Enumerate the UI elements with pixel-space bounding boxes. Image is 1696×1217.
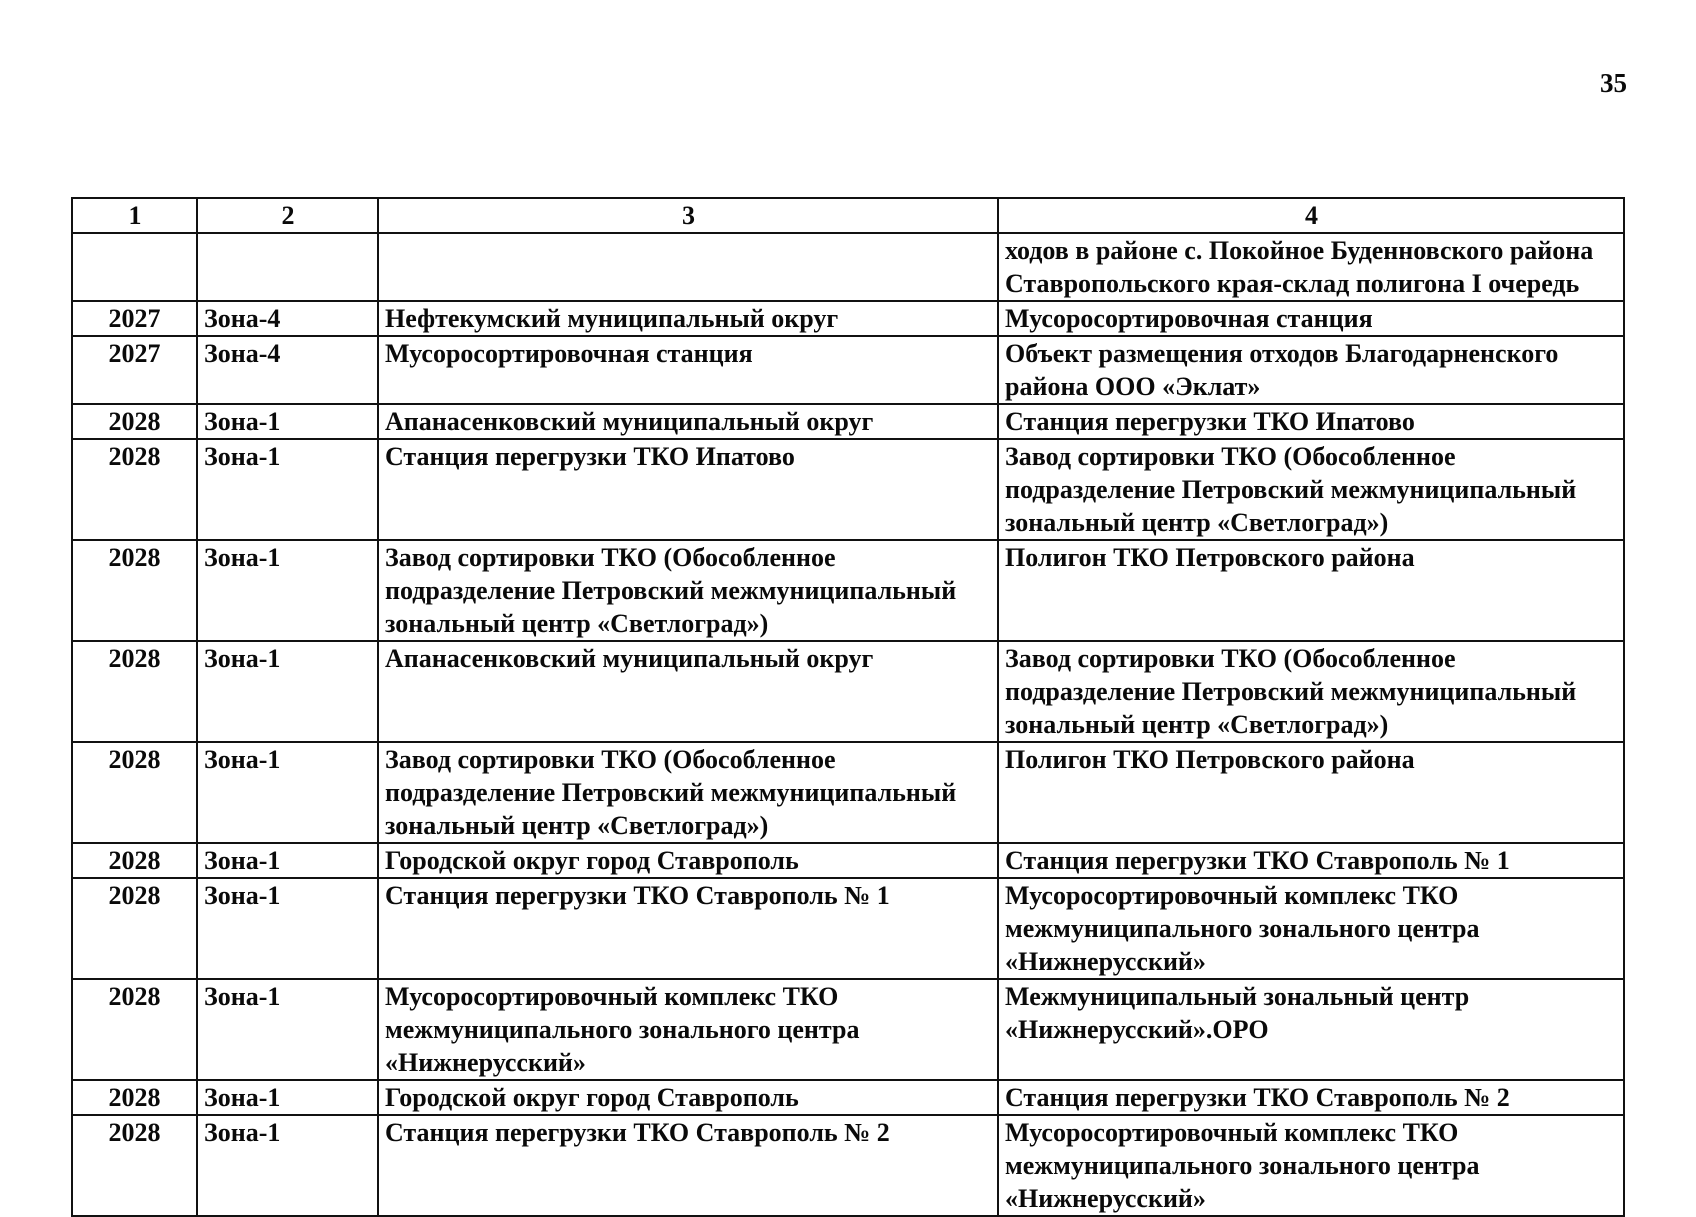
source-cell [378,641,998,742]
cell-text: Завод сортировки ТКО (Обособленное подразделение Петровский межмуниципальный зональный центр «Светлоград») [385,543,957,638]
cell-text: Зона-1 [204,442,281,471]
source-cell [378,233,998,301]
year-cell [72,641,197,742]
cell-text: Мусоросортировочная станция [1005,304,1373,333]
data-table [71,197,1625,1217]
cell-text: Завод сортировки ТКО (Обособленное подразделение Петровский межмуниципальный зональный центр «Светлоград») [1005,442,1577,537]
zone-cell [197,641,378,742]
destination-cell [998,1115,1624,1216]
source-cell [378,439,998,540]
cell-text: 2028 [108,442,161,471]
header-row [72,198,1624,233]
cell-text: 2028 [108,745,161,774]
table-row [72,641,1624,742]
cell-text: Завод сортировки ТКО (Обособленное подразделение Петровский межмуниципальный зональный центр «Светлоград») [385,745,957,840]
destination-cell [998,843,1624,878]
cell-text: 2028 [108,881,161,910]
table-row [72,1115,1624,1216]
zone-cell [197,540,378,641]
destination-cell [998,1080,1624,1115]
cell-text: Зона-1 [204,1083,281,1112]
cell-text: Городской округ город Ставрополь [385,846,799,875]
table-row [72,843,1624,878]
cell-text: Полигон ТКО Петровского района [1005,745,1415,774]
table-row [72,742,1624,843]
cell-text: Межмуниципальный зональный центр «Нижнерусский».ОРО [1005,982,1470,1044]
cell-text: Зона-4 [204,339,281,368]
cell-text: Станция перегрузки ТКО Ставрополь № 1 [385,881,890,910]
cell-text: 2028 [108,644,161,673]
table-header [72,198,1624,233]
source-cell [378,979,998,1080]
cell-text: Станция перегрузки ТКО Ставрополь № 1 [1005,846,1510,875]
cell-text: 2028 [108,543,161,572]
table-row [72,979,1624,1080]
cell-text: Зона-1 [204,881,281,910]
source-cell [378,1115,998,1216]
cell-text: Станция перегрузки ТКО Ставрополь № 2 [1005,1083,1510,1112]
cell-text: Мусоросортировочный комплекс ТКО межмуниципального зонального центра «Нижнерусский» [1005,1118,1480,1213]
destination-cell [998,301,1624,336]
year-cell [72,540,197,641]
table-row [72,1080,1624,1115]
cell-text: 2027 [108,304,161,333]
column-header-4: 4 [998,198,1624,233]
source-cell [378,336,998,404]
destination-cell [998,540,1624,641]
cell-text: Зона-1 [204,644,281,673]
cell-text: 2028 [108,407,161,436]
column-header-2: 2 [197,198,378,233]
cell-text: Апанасенковский муниципальный округ [385,644,874,673]
zone-cell [197,1115,378,1216]
source-cell [378,540,998,641]
zone-cell [197,878,378,979]
cell-text: Городской округ город Ставрополь [385,1083,799,1112]
zone-cell [197,301,378,336]
cell-text: Зона-1 [204,407,281,436]
cell-text: Объект размещения отходов Благодарненского района ООО «Эклат» [1005,339,1559,401]
year-cell [72,336,197,404]
cell-text: ходов в районе с. Покойное Буденновского района Ставропольского края-склад полигона I очередь [1005,236,1594,298]
cell-text: Зона-1 [204,543,281,572]
year-cell [72,1115,197,1216]
cell-text: Зона-1 [204,1118,281,1147]
cell-text: Станция перегрузки ТКО Ставрополь № 2 [385,1118,890,1147]
source-cell [378,404,998,439]
cell-text: 2028 [108,846,161,875]
source-cell [378,301,998,336]
destination-cell [998,404,1624,439]
cell-text: Станция перегрузки ТКО Ипатово [1005,407,1415,436]
table-row [72,878,1624,979]
year-cell [72,233,197,301]
cell-text: Зона-1 [204,982,281,1011]
cell-text: Нефтекумский муниципальный округ [385,304,839,333]
year-cell [72,301,197,336]
cell-text: Зона-1 [204,745,281,774]
table-body [72,233,1624,1216]
destination-cell [998,641,1624,742]
year-cell [72,742,197,843]
column-header-1: 1 [72,198,197,233]
cell-text: Мусоросортировочная станция [385,339,753,368]
cell-text: Мусоросортировочный комплекс ТКО межмуниципального зонального центра «Нижнерусский» [385,982,860,1077]
zone-cell [197,979,378,1080]
cell-text: Полигон ТКО Петровского района [1005,543,1415,572]
table-row [72,336,1624,404]
table-row [72,404,1624,439]
cell-text: Завод сортировки ТКО (Обособленное подразделение Петровский межмуниципальный зональный центр «Светлоград») [1005,644,1577,739]
cell-text: Апанасенковский муниципальный округ [385,407,874,436]
table-row [72,540,1624,641]
column-header-3: 3 [378,198,998,233]
year-cell [72,878,197,979]
table-row [72,439,1624,540]
cell-text: 2027 [108,339,161,368]
destination-cell [998,439,1624,540]
destination-cell [998,878,1624,979]
year-cell [72,843,197,878]
cell-text: 2028 [108,1118,161,1147]
cell-text: Зона-1 [204,846,281,875]
source-cell [378,1080,998,1115]
cell-text: 2028 [108,1083,161,1112]
cell-text: Мусоросортировочный комплекс ТКО межмуниципального зонального центра «Нижнерусский» [1005,881,1480,976]
cell-text: 2028 [108,982,161,1011]
source-cell [378,742,998,843]
zone-cell [197,439,378,540]
zone-cell [197,336,378,404]
year-cell [72,404,197,439]
table-row [72,233,1624,301]
destination-cell [998,336,1624,404]
cell-text: Станция перегрузки ТКО Ипатово [385,442,795,471]
destination-cell [998,979,1624,1080]
destination-cell [998,233,1624,301]
zone-cell [197,233,378,301]
zone-cell [197,843,378,878]
source-cell [378,843,998,878]
year-cell [72,439,197,540]
zone-cell [197,404,378,439]
year-cell [72,1080,197,1115]
zone-cell [197,1080,378,1115]
source-cell [378,878,998,979]
destination-cell [998,742,1624,843]
year-cell [72,979,197,1080]
zone-cell [197,742,378,843]
cell-text: Зона-4 [204,304,281,333]
page-number: 35 [1600,68,1627,98]
table-row [72,301,1624,336]
